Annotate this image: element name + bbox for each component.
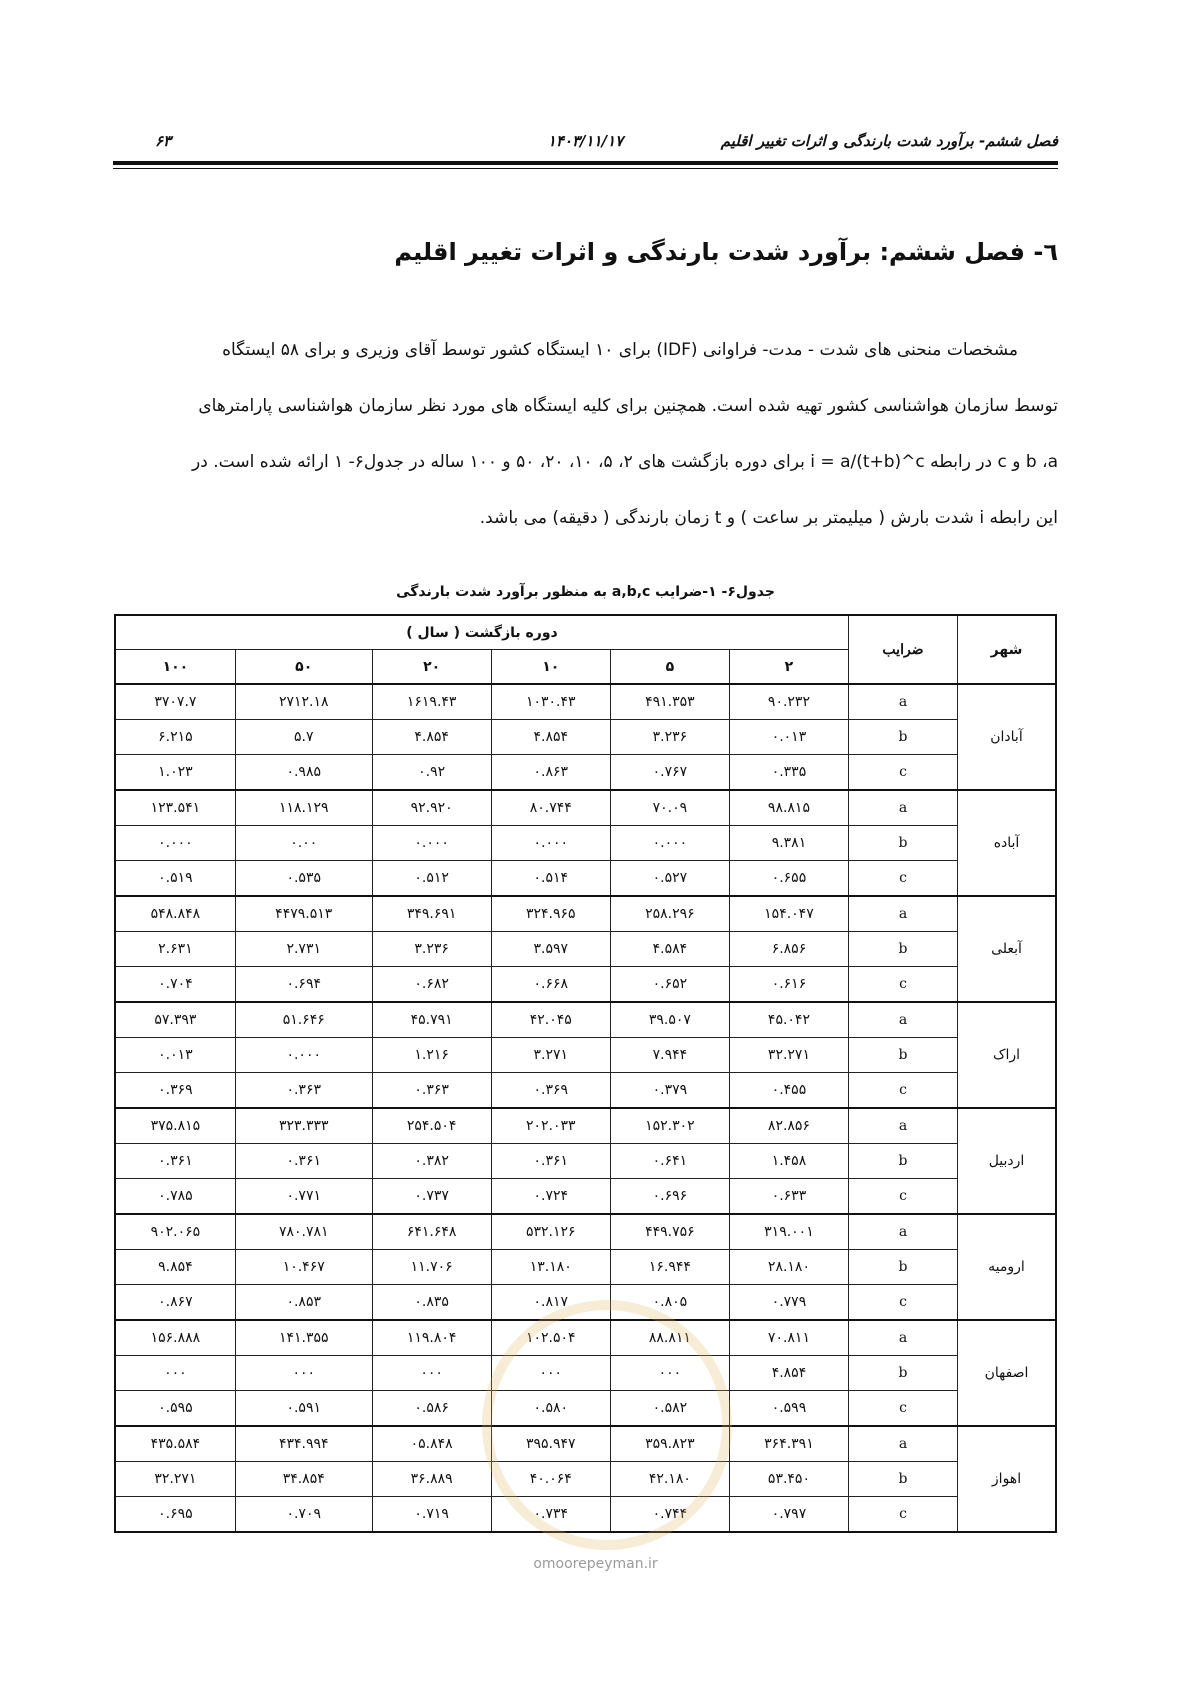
coefficient-value: ۷۸۰.۷۸۱ <box>235 1214 372 1250</box>
coefficient-value: ۰.۳۷۹ <box>610 1073 729 1109</box>
coefficient-value: ۰.۶۴۱ <box>610 1144 729 1179</box>
coefficient-value: ۲.۷۳۱ <box>235 932 372 967</box>
table-row <box>115 967 1056 1003</box>
coefficient-value: ۰.۶۸۲ <box>372 967 491 1003</box>
coefficient-value: ۰۰۰ <box>491 1356 610 1391</box>
coefficient-value: ۲.۶۳۱ <box>115 932 235 967</box>
coefficient-value: ۴۲.۱۸۰ <box>610 1462 729 1497</box>
coefficient-value: ۵۳۲.۱۲۶ <box>491 1214 610 1250</box>
coefficient-value: ۳.۲۳۶ <box>610 720 729 755</box>
coefficient-value: ۰.۹۸۵ <box>235 755 372 791</box>
city-name: آبعلی <box>958 896 1057 1002</box>
coefficient-value: ۰.۷۸۵ <box>115 1179 235 1215</box>
coefficient-value: ۳۶۴.۳۹۱ <box>729 1426 848 1462</box>
head-period: ۱۰ <box>491 650 610 685</box>
coefficient-label: c <box>849 967 958 1003</box>
coefficient-value: ۰.۵۸۰ <box>491 1391 610 1427</box>
coefficient-value: ۱۵۴.۰۴۷ <box>729 896 848 932</box>
table-row <box>115 1250 1056 1285</box>
head-period: ۲۰ <box>372 650 491 685</box>
coefficient-label: c <box>849 1391 958 1427</box>
coefficient-value: ۰.۵۱۲ <box>372 861 491 897</box>
coefficient-label: c <box>849 1285 958 1321</box>
city-name: ارومیه <box>958 1214 1057 1320</box>
coefficient-value: ۰۰۰ <box>115 1356 235 1391</box>
coefficient-value: ۰.۸۵۳ <box>235 1285 372 1321</box>
coefficient-value: ۴.۸۵۴ <box>729 1356 848 1391</box>
coefficient-value: ۰.۷۲۴ <box>491 1179 610 1215</box>
coefficient-value: ۰.۵۲۷ <box>610 861 729 897</box>
coefficient-value: ۱.۰۲۳ <box>115 755 235 791</box>
coefficient-value: ۵۳.۴۵۰ <box>729 1462 848 1497</box>
city-name: آباده <box>958 790 1057 896</box>
coefficient-value: ۰.۳۶۳ <box>372 1073 491 1109</box>
coefficient-value: ۰.۰۰۰ <box>115 826 235 861</box>
coefficient-value: ۳۴.۸۵۴ <box>235 1462 372 1497</box>
coefficient-value: ۲۸.۱۸۰ <box>729 1250 848 1285</box>
head-period: ۵ <box>610 650 729 685</box>
coefficient-label: b <box>849 1250 958 1285</box>
coefficient-value: ۲۷۱۲.۱۸ <box>235 684 372 720</box>
section-title: ٦- فصل ششم: برآورد شدت بارندگی و اثرات تغییر اقلیم <box>394 238 1058 266</box>
table-row <box>115 790 1056 826</box>
city-name: اهواز <box>958 1426 1057 1532</box>
header-rule-thin <box>113 168 1058 169</box>
coefficient-value: ۰.۳۸۲ <box>372 1144 491 1179</box>
coefficient-value: ۴۵.۰۴۲ <box>729 1002 848 1038</box>
coefficient-value: ۴.۸۵۴ <box>491 720 610 755</box>
coefficient-value: ۰۰۰ <box>610 1356 729 1391</box>
coefficient-value: ۰.۰۰۰ <box>491 826 610 861</box>
table-row <box>115 684 1056 720</box>
table-row <box>115 861 1056 897</box>
coefficient-value: ۰.۵۹۹ <box>729 1391 848 1427</box>
coefficient-value: ۷۰.۸۱۱ <box>729 1320 848 1356</box>
coefficient-label: b <box>849 720 958 755</box>
head-coef: ضرایب <box>849 615 958 684</box>
coefficient-value: ۰۰۰ <box>235 1356 372 1391</box>
table-row <box>115 1073 1056 1109</box>
coefficient-value: ۳۲۴.۹۶۵ <box>491 896 610 932</box>
table-row <box>115 1038 1056 1073</box>
coefficient-value: ۰.۷۳۴ <box>491 1497 610 1533</box>
coefficient-value: ۹.۸۵۴ <box>115 1250 235 1285</box>
coefficient-value: ۰.۵۱۹ <box>115 861 235 897</box>
body-paragraph <box>113 322 1058 546</box>
table-caption: جدول۶- ۱-ضرایب a,b,c به منظور برآورد شدت بارندگی <box>396 584 775 600</box>
coefficient-value: ۳۶.۸۸۹ <box>372 1462 491 1497</box>
coefficient-value: ۰.۰۰۰ <box>235 1038 372 1073</box>
coefficient-label: a <box>849 790 958 826</box>
coefficient-value: ۹.۳۸۱ <box>729 826 848 861</box>
coefficient-value: ۱۲۳.۵۴۱ <box>115 790 235 826</box>
coefficient-value: ۲۵۴.۵۰۴ <box>372 1108 491 1144</box>
coefficient-value: ۰.۶۹۶ <box>610 1179 729 1215</box>
coefficient-value: ۱۱۸.۱۲۹ <box>235 790 372 826</box>
coefficient-value: ۰.۸۶۳ <box>491 755 610 791</box>
coefficient-value: ۸۰.۷۴۴ <box>491 790 610 826</box>
head-period: ۵۰ <box>235 650 372 685</box>
coefficient-label: a <box>849 896 958 932</box>
coefficient-value: ۳.۲۷۱ <box>491 1038 610 1073</box>
table-row <box>115 755 1056 791</box>
coefficient-value: ۰.۶۱۶ <box>729 967 848 1003</box>
coefficient-value: ۳۲۳.۳۳۳ <box>235 1108 372 1144</box>
coefficient-value: ۱۴۱.۳۵۵ <box>235 1320 372 1356</box>
coefficient-value: ۰.۸۳۵ <box>372 1285 491 1321</box>
coefficient-value: ۴.۵۸۴ <box>610 932 729 967</box>
coefficient-value: ۵۴۸.۸۴۸ <box>115 896 235 932</box>
header-rule-thick <box>113 161 1058 165</box>
coefficient-value: ۱.۴۵۸ <box>729 1144 848 1179</box>
coefficient-value: ۲۵۸.۲۹۶ <box>610 896 729 932</box>
city-name: آبادان <box>958 684 1057 790</box>
city-name: اصفهان <box>958 1320 1057 1426</box>
coefficient-value: ۴۲.۰۴۵ <box>491 1002 610 1038</box>
coefficient-value: ۰.۷۰۹ <box>235 1497 372 1533</box>
coefficient-label: a <box>849 1426 958 1462</box>
paragraph-line: توسط سازمان هواشناسی کشور تهیه شده است. همچنین برای کلیه ایستگاه های مورد نظر سازمان هواشناسی پارامترهای <box>198 396 1058 416</box>
coefficient-value: ۰.۵۳۵ <box>235 861 372 897</box>
paragraph-line: مشخصات منحنی های شدت - مدت- فراوانی (IDF) برای ۱۰ ایستگاه کشور توسط آقای وزیری و برای ۵۸ ایستگاه <box>222 340 1018 360</box>
coefficient-value: ۰.۵۹۱ <box>235 1391 372 1427</box>
coefficient-label: c <box>849 861 958 897</box>
coefficient-label: b <box>849 826 958 861</box>
coefficient-value: ۳۲.۲۷۱ <box>729 1038 848 1073</box>
coefficient-value: ۴۵.۷۹۱ <box>372 1002 491 1038</box>
coefficient-value: ۰۵.۸۴۸ <box>372 1426 491 1462</box>
coefficient-value: ۰.۸۱۷ <box>491 1285 610 1321</box>
coefficient-value: ۰.۷۷۹ <box>729 1285 848 1321</box>
table-row <box>115 896 1056 932</box>
coefficient-value: ۹۲.۹۲۰ <box>372 790 491 826</box>
coefficient-value: ۶.۲۱۵ <box>115 720 235 755</box>
table-row <box>115 1002 1056 1038</box>
page-number: ۶۳ <box>155 132 172 150</box>
coefficient-value: ۰۰۰ <box>372 1356 491 1391</box>
paragraph-line: b ،a و c در رابطه i = a/(t+b)^c برای دوره بازگشت های ۲، ۵، ۱۰، ۲۰، ۵۰ و ۱۰۰ ساله در جدول۶- ۱ ارائه شده است. در <box>192 452 1058 472</box>
coefficient-value: ۰.۴۵۵ <box>729 1073 848 1109</box>
coefficient-value: ۰.۷۴۴ <box>610 1497 729 1533</box>
coefficient-value: ۰.۶۳۳ <box>729 1179 848 1215</box>
coefficient-label: b <box>849 1356 958 1391</box>
coefficient-value: ۵.۷ <box>235 720 372 755</box>
coefficient-value: ۰.۳۶۳ <box>235 1073 372 1109</box>
coefficient-value: ۰.۶۵۵ <box>729 861 848 897</box>
coefficient-value: ۰.۷۰۴ <box>115 967 235 1003</box>
coefficient-value: ۱۰۲.۵۰۴ <box>491 1320 610 1356</box>
coefficient-value: ۱۰.۴۶۷ <box>235 1250 372 1285</box>
coefficient-label: b <box>849 932 958 967</box>
coefficient-value: ۴۴۷۹.۵۱۳ <box>235 896 372 932</box>
coefficient-value: ۵۷.۳۹۳ <box>115 1002 235 1038</box>
coefficient-value: ۰.۸۰۵ <box>610 1285 729 1321</box>
head-period: ۱۰۰ <box>115 650 235 685</box>
coefficient-value: ۸۲.۸۵۶ <box>729 1108 848 1144</box>
coefficient-value: ۰.۳۶۹ <box>115 1073 235 1109</box>
coefficient-value: ۹۰.۲۳۲ <box>729 684 848 720</box>
coefficient-label: c <box>849 1179 958 1215</box>
coefficient-value: ۰.۶۶۸ <box>491 967 610 1003</box>
coefficient-value: ۶۴۱.۶۴۸ <box>372 1214 491 1250</box>
coefficient-value: ۰.۶۹۵ <box>115 1497 235 1533</box>
coefficient-value: ۰.۵۸۲ <box>610 1391 729 1427</box>
coefficient-label: a <box>849 1108 958 1144</box>
table-row <box>115 1214 1056 1250</box>
stamp-watermark <box>482 1300 732 1550</box>
paragraph-line: این رابطه i شدت بارش ( میلیمتر بر ساعت ) و t زمان بارندگی ( دقیقه) می باشد. <box>479 508 1058 528</box>
coefficient-value: ۱۵۶.۸۸۸ <box>115 1320 235 1356</box>
coefficient-value: ۴۹۱.۳۵۳ <box>610 684 729 720</box>
coefficient-value: ۳۷۵.۸۱۵ <box>115 1108 235 1144</box>
table-row <box>115 826 1056 861</box>
coefficient-value: ۰.۶۹۴ <box>235 967 372 1003</box>
coefficient-value: ۰.۷۳۷ <box>372 1179 491 1215</box>
coefficient-label: b <box>849 1462 958 1497</box>
header-date: ۱۴۰۳/۱۱/۱۷ <box>547 132 624 150</box>
coefficient-value: ۱۰۳۰.۴۳ <box>491 684 610 720</box>
coefficient-value: ۰.۳۶۱ <box>491 1144 610 1179</box>
head-period: ۲ <box>729 650 848 685</box>
coefficient-value: ۰.۹۲ <box>372 755 491 791</box>
coefficient-value: ۱۳.۱۸۰ <box>491 1250 610 1285</box>
coefficient-label: b <box>849 1038 958 1073</box>
coefficient-value: ۳۹.۵۰۷ <box>610 1002 729 1038</box>
table-row <box>115 932 1056 967</box>
table-row <box>115 1108 1056 1144</box>
table-row <box>115 720 1056 755</box>
coefficient-value: ۲۰۲.۰۳۳ <box>491 1108 610 1144</box>
coefficient-value: ۰.۷۶۷ <box>610 755 729 791</box>
coefficient-value: ۰.۶۵۲ <box>610 967 729 1003</box>
coefficient-value: ۳.۲۳۶ <box>372 932 491 967</box>
coefficient-value: ۰.۰۱۳ <box>115 1038 235 1073</box>
coefficient-value: ۰.۸۶۷ <box>115 1285 235 1321</box>
coefficient-value: ۱۱۹.۸۰۴ <box>372 1320 491 1356</box>
city-name: اراک <box>958 1002 1057 1108</box>
coefficient-value: ۸۸.۸۱۱ <box>610 1320 729 1356</box>
chapter-title: فصل ششم- برآورد شدت بارندگی و اثرات تغییر اقلیم <box>720 132 1058 150</box>
coefficient-label: c <box>849 1073 958 1109</box>
coefficient-value: ۴۳۵.۵۸۴ <box>115 1426 235 1462</box>
coefficient-label: c <box>849 1497 958 1533</box>
coefficient-value: ۰.۰۰۰ <box>372 826 491 861</box>
coefficient-value: ۰.۷۱۹ <box>372 1497 491 1533</box>
coefficient-value: ۰.۳۶۱ <box>235 1144 372 1179</box>
coefficient-value: ۱۱.۷۰۶ <box>372 1250 491 1285</box>
coefficient-value: ۰.۰۰ <box>235 826 372 861</box>
coefficient-label: a <box>849 1214 958 1250</box>
coefficient-value: ۵۱.۶۴۶ <box>235 1002 372 1038</box>
coefficient-value: ۰.۵۹۵ <box>115 1391 235 1427</box>
coefficient-value: ۳۲.۲۷۱ <box>115 1462 235 1497</box>
coefficient-value: ۴۴۹.۷۵۶ <box>610 1214 729 1250</box>
coefficient-value: ۱۶۱۹.۴۳ <box>372 684 491 720</box>
coefficient-value: ۷۰.۰۹ <box>610 790 729 826</box>
coefficient-label: a <box>849 1002 958 1038</box>
coefficient-value: ۴.۸۵۴ <box>372 720 491 755</box>
coefficient-value: ۰.۷۷۱ <box>235 1179 372 1215</box>
coefficient-value: ۰.۵۱۴ <box>491 861 610 897</box>
coefficient-value: ۴۳۴.۹۹۴ <box>235 1426 372 1462</box>
head-return-period: دوره بازگشت ( سال ) <box>115 615 849 650</box>
table-row <box>115 1179 1056 1215</box>
coefficient-value: ۴۰.۰۶۴ <box>491 1462 610 1497</box>
coefficient-label: b <box>849 1144 958 1179</box>
table-row <box>115 1144 1056 1179</box>
coefficient-value: ۳۷۰۷.۷ <box>115 684 235 720</box>
coefficient-value: ۰.۳۶۹ <box>491 1073 610 1109</box>
coefficient-value: ۹۸.۸۱۵ <box>729 790 848 826</box>
watermark-text: omoorepeyman.ir <box>533 1556 658 1572</box>
coefficient-label: a <box>849 1320 958 1356</box>
coefficient-value: ۳۴۹.۶۹۱ <box>372 896 491 932</box>
coefficient-value: ۷.۹۴۴ <box>610 1038 729 1073</box>
coefficient-value: ۳۹۵.۹۴۷ <box>491 1426 610 1462</box>
coefficient-value: ۱۵۲.۳۰۲ <box>610 1108 729 1144</box>
coefficient-label: c <box>849 755 958 791</box>
coefficient-value: ۰.۵۸۶ <box>372 1391 491 1427</box>
coefficient-value: ۳۱۹.۰۰۱ <box>729 1214 848 1250</box>
coefficient-value: ۰.۳۶۱ <box>115 1144 235 1179</box>
coefficient-value: ۹۰۲.۰۶۵ <box>115 1214 235 1250</box>
coefficient-label: a <box>849 684 958 720</box>
head-city: شهر <box>958 615 1057 684</box>
coefficient-value: ۰.۰۱۳ <box>729 720 848 755</box>
coefficient-value: ۳۵۹.۸۲۳ <box>610 1426 729 1462</box>
coefficient-value: ۱۶.۹۴۴ <box>610 1250 729 1285</box>
coefficient-value: ۰.۳۳۵ <box>729 755 848 791</box>
coefficient-value: ۱.۲۱۶ <box>372 1038 491 1073</box>
coefficient-value: ۰.۰۰۰ <box>610 826 729 861</box>
coefficient-value: ۳.۵۹۷ <box>491 932 610 967</box>
city-name: اردبیل <box>958 1108 1057 1214</box>
coefficient-value: ۶.۸۵۶ <box>729 932 848 967</box>
page-header <box>113 128 1058 156</box>
coefficient-value: ۰.۷۹۷ <box>729 1497 848 1533</box>
